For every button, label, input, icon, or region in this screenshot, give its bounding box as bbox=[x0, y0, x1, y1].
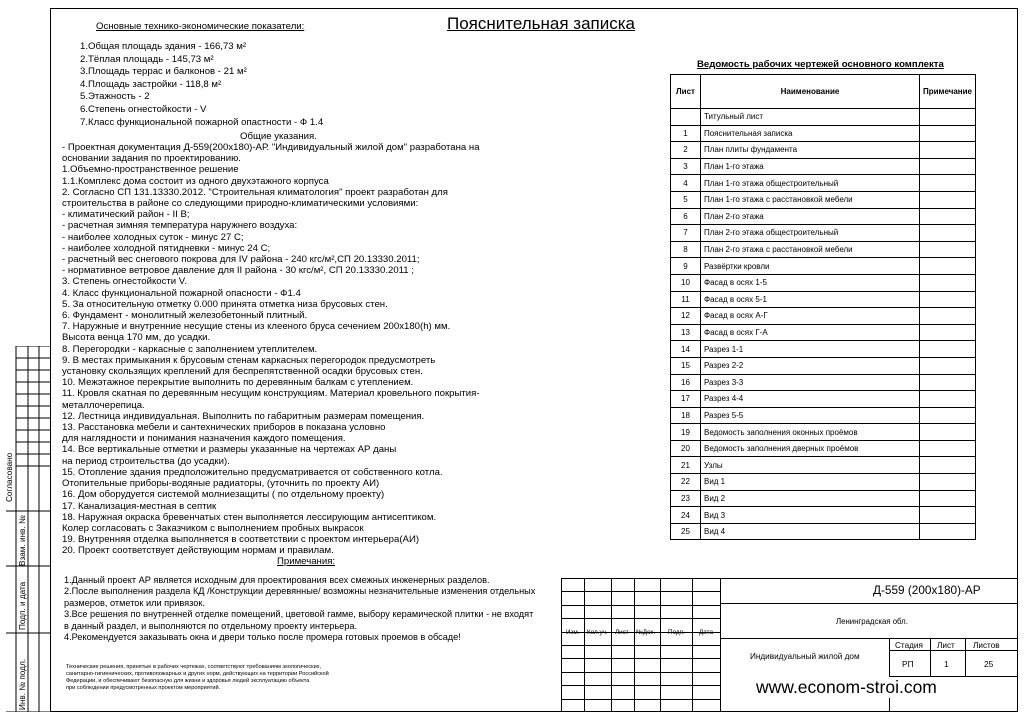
sheets-label: Листов bbox=[973, 641, 1000, 650]
sheet-number-cell: 6 bbox=[671, 208, 701, 225]
instruction-line: 18. Наружная окраска бревенчатых стен выполняется лессирующим антисептиком. bbox=[62, 511, 437, 523]
table-row bbox=[671, 324, 976, 341]
table-row bbox=[671, 308, 976, 325]
sheet-number-cell: 3 bbox=[671, 158, 701, 175]
title-block-line bbox=[611, 578, 612, 712]
instruction-line: 1.Объемно-пространственное решение bbox=[62, 164, 239, 176]
note-line: 2.После выполнения раздела КД /Конструкции деревянные/ возможны незначительные изменения отдельных bbox=[64, 586, 536, 597]
project-code: Д-559 (200х180)-АР bbox=[873, 583, 981, 597]
sheet-note-cell bbox=[919, 191, 975, 208]
table-row bbox=[671, 191, 976, 208]
instruction-line: 14. Все вертикальные отметки и размеры указанные на чертежах АР даны bbox=[62, 444, 397, 456]
document-title: Пояснительная записка bbox=[447, 14, 636, 33]
instruction-line: 15. Отопление здания предположительно предусматривается от собственного котла. bbox=[62, 466, 443, 478]
instruction-line: Колер согласовать с Заказчиком с выполнением пробных выкрасок bbox=[62, 522, 364, 534]
table-row bbox=[671, 291, 976, 308]
table-row bbox=[671, 357, 976, 374]
indicator-item: 5.Этажность - 2 bbox=[80, 91, 150, 103]
note-line: 3.Все решения по внутренней отделке помещений, цветовой гамме, выбору керамической плитки - не входят bbox=[64, 609, 534, 620]
sheet-number-cell: 15 bbox=[671, 357, 701, 374]
stage-label: Стадия bbox=[895, 641, 923, 650]
sheet-name-cell: Фасад в осях 1-5 bbox=[700, 274, 919, 291]
sheet-name-cell: Узлы bbox=[700, 457, 919, 474]
sheet-note-cell bbox=[919, 440, 975, 457]
sheet-note-cell bbox=[919, 274, 975, 291]
website-watermark: www.econom-stroi.com bbox=[756, 677, 937, 697]
sheet-name-cell: Вид 3 bbox=[700, 507, 919, 524]
table-row bbox=[671, 241, 976, 258]
sheet-name-cell: Ведомость заполнения оконных проёмов bbox=[700, 424, 919, 441]
instruction-line: Отопительные приборы-водяные радиаторы, (уточнить по проекту АИ) bbox=[62, 478, 380, 490]
title-block-line bbox=[720, 638, 1018, 639]
instruction-line: - Проектная документация Д-559(200х180)-АР. "Индивидуальный жилой дом" разработана на bbox=[62, 142, 480, 153]
sheet-note-cell bbox=[919, 490, 975, 507]
instruction-line: Высота венца 170 мм, до усадки. bbox=[62, 332, 211, 344]
stamp-col-change: Изм. bbox=[566, 629, 580, 636]
sheet-number-cell: 21 bbox=[671, 457, 701, 474]
fine-print-line: Технические решения, принятые в рабочих чертежах, соответствуют требованиям экологических, bbox=[66, 664, 322, 670]
title-block-line bbox=[584, 578, 585, 712]
sheet-number-cell: 23 bbox=[671, 490, 701, 507]
sheet-number-cell: 4 bbox=[671, 175, 701, 192]
title-block-line bbox=[720, 603, 1018, 604]
sheet-number-cell: 13 bbox=[671, 324, 701, 341]
general-instructions bbox=[62, 142, 500, 557]
title-block-line bbox=[634, 578, 635, 712]
sheet-note-cell bbox=[919, 125, 975, 142]
sheet-note-cell bbox=[919, 324, 975, 341]
instruction-line: 16. Дом оборудуется системой молниезащиты ( по отдельному проекту) bbox=[62, 489, 385, 501]
instruction-line: 19. Внутренняя отделка выполняется в соответствии с проектом интерьера(АИ) bbox=[62, 534, 420, 546]
fine-print-line: Федерации, и обеспечивают безопасную для жизни и здоровья людей эксплуатацию объекта bbox=[66, 677, 310, 684]
instruction-line: 11. Кровля скатная по деревянным несущим конструкциям. Материал кровельного покрытия- bbox=[62, 388, 480, 400]
sheets-value: 25 bbox=[984, 659, 994, 669]
sheet-number-cell: 20 bbox=[671, 440, 701, 457]
sheet-name-cell: Разрез 3-3 bbox=[700, 374, 919, 391]
instruction-line: - расчетная зимняя температура наружнего воздуха: bbox=[62, 220, 298, 232]
side-stamp-grid bbox=[6, 346, 50, 712]
sheet-number-cell: 11 bbox=[671, 291, 701, 308]
table-row bbox=[671, 440, 976, 457]
sheet-number-cell: 1 bbox=[671, 125, 701, 142]
fine-print-line: санитарно-гигиенических, противопожарных и других норм, действующих на территории Российской bbox=[66, 670, 329, 677]
sheet-name-cell: Вид 1 bbox=[700, 474, 919, 491]
indicators-list bbox=[80, 41, 410, 129]
sheet-note-cell bbox=[919, 357, 975, 374]
column-header-note: Примечание bbox=[919, 75, 975, 109]
sheet-number-cell: 7 bbox=[671, 225, 701, 242]
title-block-line bbox=[930, 638, 931, 676]
table-row bbox=[671, 374, 976, 391]
table-row bbox=[671, 391, 976, 408]
indicator-item: 1.Общая площадь здания - 166,73 м² bbox=[80, 41, 247, 52]
side-label-inv-orig: Инв. № подл. bbox=[18, 659, 27, 710]
instruction-line: - климатический район - II B; bbox=[62, 209, 190, 221]
sheet-number-cell: 25 bbox=[671, 523, 701, 540]
sheet-name-cell: План 1-го этажа bbox=[700, 158, 919, 175]
project-region: Ленинградская обл. bbox=[836, 617, 908, 626]
indicator-item: 7.Класс функциональной пожарной опастности - Ф 1.4 bbox=[80, 116, 324, 128]
note-line: в данный раздел, и выполняются по отдельному проекту интерьера. bbox=[64, 620, 358, 631]
instruction-line: установку скользящих креплений для беспрепятственной осадки брусовых стен. bbox=[62, 366, 423, 378]
instruction-line: строительства в районе со следующими природно-климатическими условиями: bbox=[62, 198, 419, 210]
sheet-number-cell: 14 bbox=[671, 341, 701, 358]
side-stamp bbox=[6, 346, 50, 712]
table-row bbox=[671, 274, 976, 291]
sheet-name-cell: План 1-го этажа с расстановкой мебели bbox=[700, 191, 919, 208]
sheet-name-cell: Фасад в осях Г-А bbox=[700, 324, 919, 341]
sheet-note-cell bbox=[919, 241, 975, 258]
side-label-sign-date: Подп. и дата bbox=[18, 581, 27, 630]
table-row bbox=[671, 175, 976, 192]
sheet-note-cell bbox=[919, 291, 975, 308]
note-line: 1.Данный проект АР является исходным для проектирования всех смежных инженерных разделов. bbox=[64, 575, 490, 585]
sheet-name-cell: План 2-го этажа общестроительный bbox=[700, 225, 919, 242]
sheet-name-cell: Ведомость заполнения дверных проёмов bbox=[700, 440, 919, 457]
sheet-name-cell: Фасад в осях 5-1 bbox=[700, 291, 919, 308]
table-row bbox=[671, 457, 976, 474]
sheet-name-cell: Разрез 1-1 bbox=[700, 341, 919, 358]
indicator-item: 4.Площадь застройки - 118,8 м² bbox=[80, 78, 222, 90]
instruction-line: 9. В местах примыкания к брусовым стенам каркасных перегородок предусмотреть bbox=[62, 354, 436, 366]
sheet-note-cell bbox=[919, 391, 975, 408]
sheet-name-cell: Вид 2 bbox=[700, 490, 919, 507]
sheet-name-cell: Разрез 2-2 bbox=[700, 357, 919, 374]
instruction-line: 1.1.Комплекс дома состоит из одного двухэтажного корпуса bbox=[62, 175, 329, 187]
sheet-note-cell bbox=[919, 341, 975, 358]
sheet-note-cell bbox=[919, 407, 975, 424]
table-row bbox=[671, 109, 976, 126]
instruction-line: 8. Перегородки - каркасные с заполнением утеплителем. bbox=[62, 343, 318, 355]
table-row bbox=[671, 474, 976, 491]
table-row bbox=[671, 341, 976, 358]
table-row bbox=[671, 424, 976, 441]
note-line: размеров, отметок или привязок. bbox=[64, 597, 205, 608]
sheet-note-cell bbox=[919, 457, 975, 474]
sheet-name-cell: План 2-го этажа bbox=[700, 208, 919, 225]
sheet-name-cell: Развёртки кровли bbox=[700, 258, 919, 275]
sheet-number-cell: 2 bbox=[671, 142, 701, 159]
table-row bbox=[671, 158, 976, 175]
stamp-col-sheet: Лист bbox=[615, 629, 629, 636]
object-name: Индивидуальный жилой дом bbox=[750, 652, 860, 661]
instruction-line: 3. Степень огнестойкости V. bbox=[62, 276, 187, 288]
sheet-note-cell bbox=[919, 158, 975, 175]
sheet-note-cell bbox=[919, 308, 975, 325]
stamp-col-count: Кол.уч. bbox=[587, 629, 608, 636]
sheet-name-cell: Разрез 4-4 bbox=[700, 391, 919, 408]
sheet-number-cell: 22 bbox=[671, 474, 701, 491]
sheet-number-cell: 8 bbox=[671, 241, 701, 258]
indicator-item: 3.Площадь террас и балконов - 21 м² bbox=[80, 66, 247, 78]
instruction-line: 4. Класс функциональной пожарной опасности - Ф1.4 bbox=[62, 287, 301, 299]
table-row bbox=[671, 523, 976, 540]
table-row bbox=[671, 407, 976, 424]
instruction-line: основании задания по проектированию. bbox=[62, 153, 241, 165]
sheet-name-cell: Вид 4 bbox=[700, 523, 919, 540]
sheet-number-cell: 24 bbox=[671, 507, 701, 524]
instruction-line: - нормативное ветровое давление для II района - 30 кгс/м², СП 20.13330.2011 ; bbox=[62, 265, 414, 277]
sheet-note-cell bbox=[919, 175, 975, 192]
sheet-note-cell bbox=[919, 258, 975, 275]
instruction-line: для наглядности и понимания назначения каждого помещения. bbox=[62, 433, 346, 445]
table-row bbox=[671, 507, 976, 524]
sheet-number-cell: 12 bbox=[671, 308, 701, 325]
note-line: 4.Рекомендуется заказывать окна и двери только после промера готовых проемов в обсаде! bbox=[64, 632, 461, 643]
notes-list bbox=[64, 575, 554, 643]
sheet-note-cell bbox=[919, 142, 975, 159]
table-row bbox=[671, 142, 976, 159]
title-block-line bbox=[660, 578, 661, 712]
instruction-line: 6. Фундамент - монолитный железобетонный плитный. bbox=[62, 310, 308, 322]
sheet-label: Лист bbox=[937, 641, 955, 650]
instruction-line: 5. За относительную отметку 0.000 принята отметка низа брусовых стен. bbox=[62, 298, 388, 310]
fine-print bbox=[66, 664, 396, 692]
column-header-sheet: Лист bbox=[671, 75, 701, 109]
sheet-number-cell: 16 bbox=[671, 374, 701, 391]
indicator-item: 2.Тёплая площадь - 145,73 м² bbox=[80, 53, 214, 65]
instruction-line: 7. Наружные и внутренние несущие стены из клееного бруса сечением 200х180(h) мм. bbox=[62, 321, 451, 333]
sheet-name-cell: План 2-го этажа с расстановкой мебели bbox=[700, 241, 919, 258]
sheet-note-cell bbox=[919, 523, 975, 540]
table-row bbox=[671, 208, 976, 225]
table-row bbox=[671, 225, 976, 242]
fine-print-line: при соблюдении предусмотренных проектом мероприятий. bbox=[66, 684, 221, 691]
table-row bbox=[671, 125, 976, 142]
stamp-col-doc: №Док. bbox=[636, 629, 656, 636]
instruction-line: - наиболее холодных суток - минус 27 С; bbox=[62, 231, 244, 243]
sheet-number-cell: 17 bbox=[671, 391, 701, 408]
register-heading: Ведомость рабочих чертежей основного комплекта bbox=[697, 59, 944, 70]
side-label-agreed: Согласовано bbox=[5, 452, 14, 502]
sheet-number-cell: 10 bbox=[671, 274, 701, 291]
sheet-note-cell bbox=[919, 225, 975, 242]
title-block-line bbox=[889, 650, 1018, 651]
indicator-item: 6.Степень огнестойкости - V bbox=[80, 103, 207, 115]
instruction-line: металлочерепица. bbox=[62, 399, 145, 411]
instruction-line: 17. Канализация-местная в септик bbox=[62, 500, 217, 512]
sheet-name-cell: План 1-го этажа общестроительный bbox=[700, 175, 919, 192]
title-block-line bbox=[692, 578, 693, 712]
sheet-number-cell: 18 bbox=[671, 407, 701, 424]
instruction-line: 12. Лестница индивидуальная. Выполнить по габаритным размерам помещения. bbox=[62, 410, 425, 422]
sheet-value: 1 bbox=[944, 659, 949, 669]
instruction-line: - наиболее холодной пятидневки - минус 24 С; bbox=[62, 242, 271, 254]
stage-value: РП bbox=[902, 659, 914, 669]
instruction-line: 13. Расстановка мебели и сантехнических приборов в показана условно bbox=[62, 422, 386, 434]
general-heading: Общие указания. bbox=[240, 131, 317, 142]
sheet-number-cell bbox=[671, 109, 701, 126]
sheet-number-cell: 9 bbox=[671, 258, 701, 275]
sheet-note-cell bbox=[919, 374, 975, 391]
sheet-note-cell bbox=[919, 507, 975, 524]
sheet-note-cell bbox=[919, 474, 975, 491]
sheet-name-cell: План плиты фундамента bbox=[700, 142, 919, 159]
sheet-note-cell bbox=[919, 424, 975, 441]
instruction-line: 2. Согласно СП 131.13330.2012. "Строительная климатология" проект разработан для bbox=[62, 186, 448, 198]
title-block-line bbox=[720, 578, 721, 712]
table-row bbox=[671, 490, 976, 507]
stamp-col-sign: Подп. bbox=[668, 629, 685, 636]
instruction-line: 20. Проект соответствует действующим нормам и правилам. bbox=[62, 545, 334, 557]
indicators-heading: Основные технико-экономические показатели: bbox=[96, 21, 305, 32]
notes-heading: Примечания: bbox=[277, 556, 336, 567]
column-header-name: Наименование bbox=[700, 75, 919, 109]
instruction-line: 10. Межэтажное перекрытие выполнить по деревянным балкам с утеплением. bbox=[62, 377, 414, 389]
sheet-name-cell: Титульный лист bbox=[700, 109, 919, 126]
table-row bbox=[671, 258, 976, 275]
side-label-inv-replace: Взам. инв. № bbox=[18, 515, 27, 566]
sheet-number-cell: 19 bbox=[671, 424, 701, 441]
sheet-name-cell: Пояснительная записка bbox=[700, 125, 919, 142]
drawings-register-table bbox=[670, 74, 976, 540]
sheet-note-cell bbox=[919, 208, 975, 225]
sheet-name-cell: Разрез 5-5 bbox=[700, 407, 919, 424]
instruction-line: - расчетный вес снегового покрова для IV района - 240 кгс/м²,СП 20.13330.2011; bbox=[62, 254, 420, 266]
sheet-number-cell: 5 bbox=[671, 191, 701, 208]
sheet-note-cell bbox=[919, 109, 975, 126]
sheet-name-cell: Фасад в осях А-Г bbox=[700, 308, 919, 325]
instruction-line: на период строительства (до усадки). bbox=[62, 455, 230, 467]
stamp-col-date: Дата bbox=[699, 629, 713, 636]
title-block-line bbox=[965, 638, 966, 676]
